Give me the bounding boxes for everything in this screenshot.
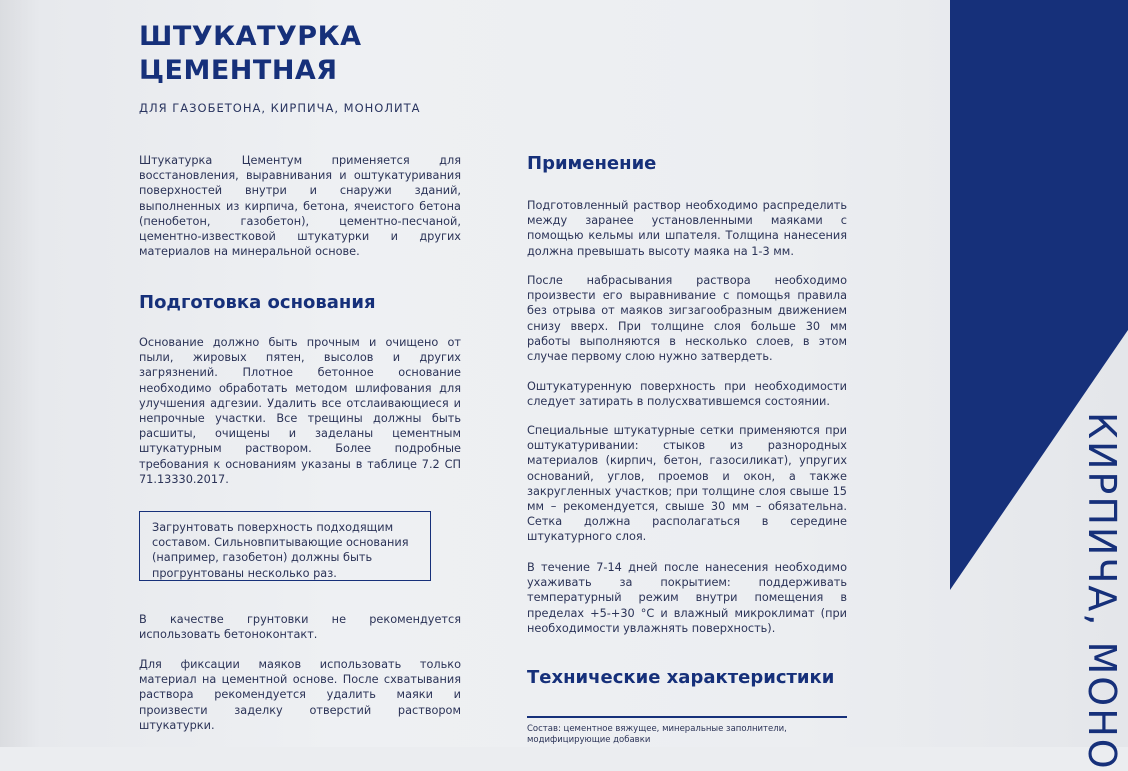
primer-warning-paragraph: В качестве грунтовки не рекомендуется использовать бетоноконтакт. xyxy=(139,613,461,642)
product-subtitle: ДЛЯ ГАЗОБЕТОНА, КИРПИЧА, МОНОЛИТА xyxy=(139,101,421,115)
intro-paragraph: Штукатурка Цементум применяется для восстановления, выравнивания и оштукатуривания поверхностей внутри и снаружи зданий, выполненных из кирпича, бетона, ячеистого бетона (пенобетон, газобетон), цементно-песчаной, цементно-известковой штукатурки и других материалов на минеральной основе. xyxy=(139,154,461,259)
product-title xyxy=(139,20,362,88)
prep-paragraph: Основание должно быть прочным и очищено от пыли, жировых пятен, высолов и других загрязнений. Плотное бетонное основание необходимо обработать методом шлифования для улучшения адгезии. Удалить все отслаивающиеся и непрочные участки. Все трещины должны быть расшиты, очищены и заделаны цементным штукатурным раствором. Более подробные требования к основаниям указаны в таблице 7.2 СП 71.13330.2017. xyxy=(139,336,461,486)
application-paragraph-3: Оштукатуренную поверхность при необходимости следует затирать в полусхватившемся состоянии. xyxy=(527,380,847,409)
primer-note-box xyxy=(139,511,431,581)
application-paragraph-1: Подготовленный раствор необходимо распределить между заранее установленными маяками с помощью кельмы или шпателя. Толщина нанесения должна превышать высоту маяка на 1-3 мм. xyxy=(527,199,847,258)
title-line-2: ЦЕМЕНТНАЯ xyxy=(139,55,338,86)
bag-edge-shadow xyxy=(0,0,40,747)
application-paragraph-4: Специальные штукатурные сетки применяются при оштукатуривании: стыков из разнородных материалов (кирпич, бетон, газосиликат), упругих оснований, углов, проемов и окон, а также закругленных участков; при толщине слоя свыше 15 мм – рекомендуется, свыше 30 мм – обязательна. Сетка должна располагаться в середине штукатурного слоя. xyxy=(527,424,847,544)
application-paragraph-5: В течение 7-14 дней после нанесения необходимо ухаживать за покрытием: поддерживать температурный режим внутри помещения в пределах +5-+30 °С и влажный микроклимат (при необходимости увлажнять поверхность). xyxy=(527,561,847,635)
composition-text: Состав: цементное вяжущее, минеральные заполнители, модифицирующие добавки xyxy=(527,724,787,745)
side-vertical-text: КИРПИЧА, МОНО xyxy=(1080,412,1124,771)
application-heading: Применение xyxy=(527,153,657,174)
beacon-fixing-paragraph: Для фиксации маяков использовать только материал на цементной основе. После схватывания раствора рекомендуется удалить маяки и произвести заделку отверстий раствором штукатурки. xyxy=(139,658,461,732)
title-line-1: ШТУКАТУРКА xyxy=(139,21,362,52)
application-paragraph-2: После набрасывания раствора необходимо произвести его выравнивание с помощья правила без отрыва от маяков зигзагообразным движением снизу вверх. При толщине слоя больше 30 мм работы выполняются в несколько слоев, в этом случае первому слою нужно затвердеть. xyxy=(527,274,847,364)
specs-divider xyxy=(527,716,847,718)
prep-heading: Подготовка основания xyxy=(139,292,376,313)
primer-note-text: Загрунтовать поверхность подходящим составом. Сильновпитывающие основания (например, газобетон) должны быть прогрунтованы несколько раз. xyxy=(152,521,409,580)
specs-heading: Технические характеристики xyxy=(527,667,835,688)
